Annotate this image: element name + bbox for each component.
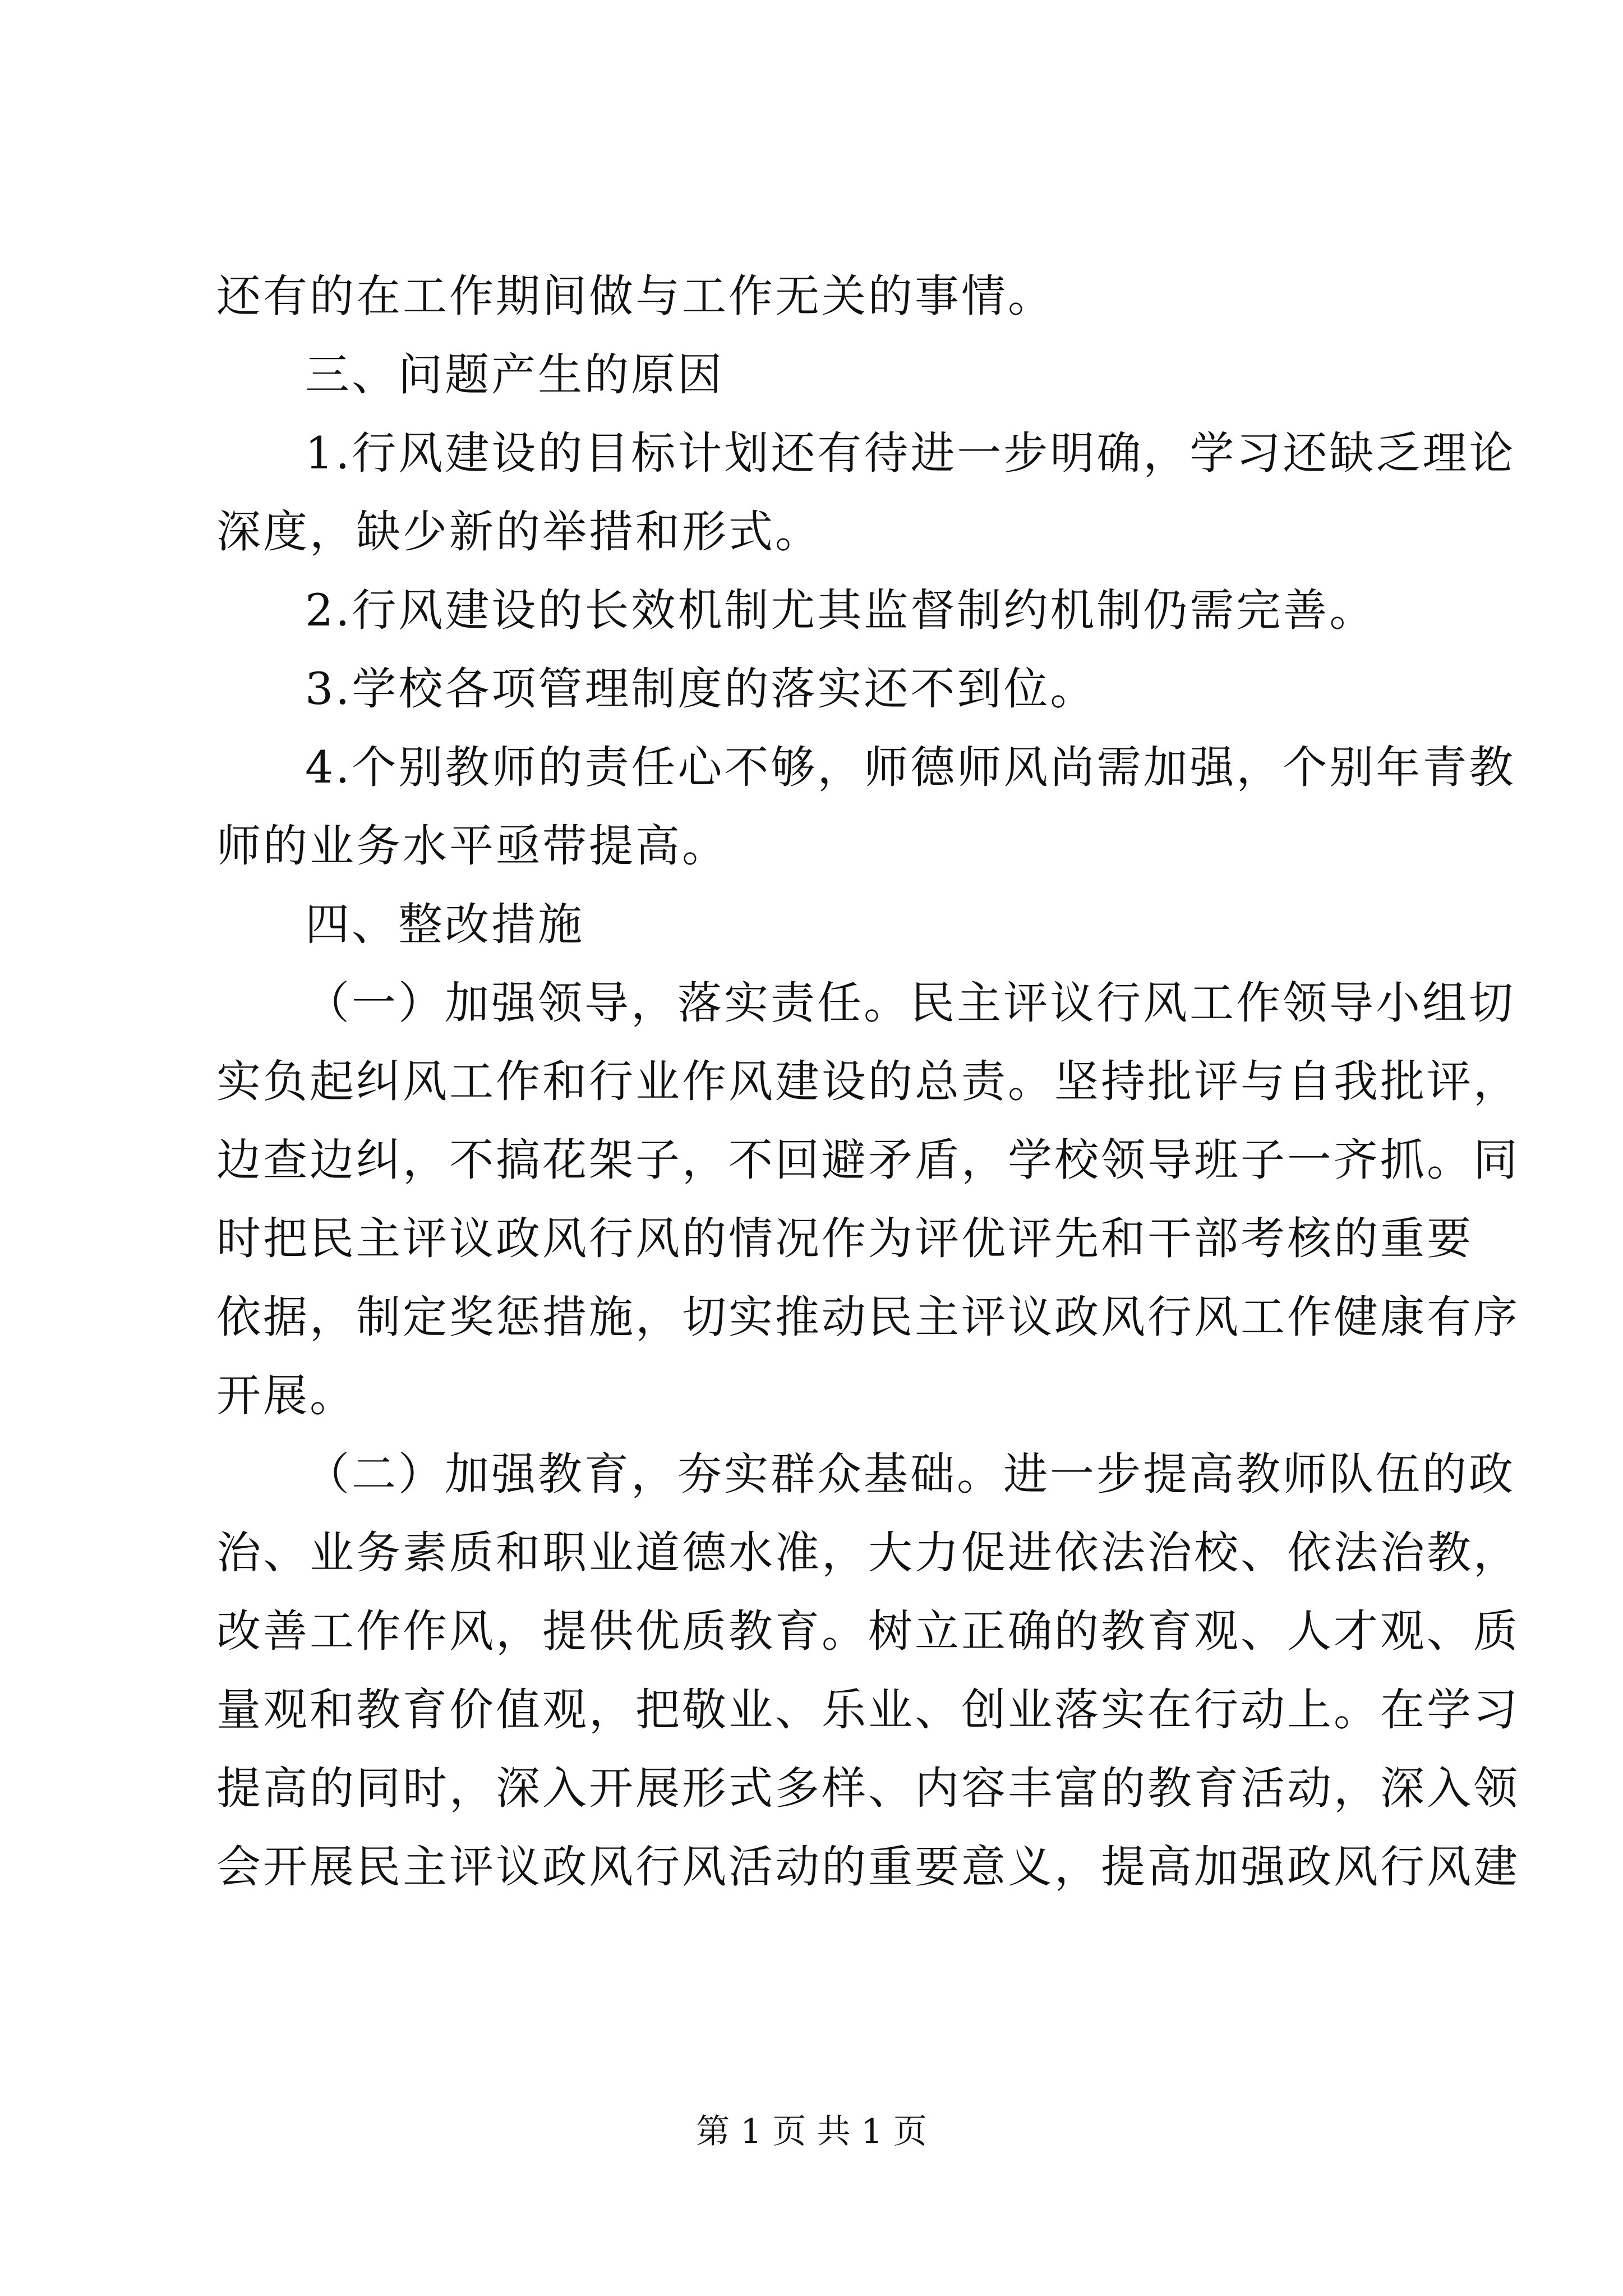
text-line: 3.学校各项管理制度的落实还不到位。 [305,663,1097,715]
page-footer: 第 1 页 共 1 页 [696,2112,927,2151]
text-line: （二）加强教育，夯实群众基础。进一步提高教师队伍的政 [305,1448,1515,1500]
text-line: 深度，缺少新的举措和形式。 [216,506,822,558]
text-line: 提高的同时，深入开展形式多样、内容丰富的教育活动，深入领 [216,1763,1520,1814]
text-line: 2.行风建设的长效机制尤其监督制约机制仍需完善。 [305,585,1376,636]
text-line: 会开展民主评议政风行风活动的重要意义，提高加强政风行风建 [216,1841,1520,1893]
text-line: 时把民主评议政风行风的情况作为评优评先和干部考核的重要 [216,1213,1473,1264]
text-line: 还有的在工作期间做与工作无关的事情。 [216,270,1054,322]
text-line: 改善工作作风，提供优质教育。树立正确的教育观、人才观、质 [216,1605,1520,1657]
text-line: 1.行风建设的目标计划还有待进一步明确，学习还缺乏理论 [305,427,1516,479]
text-line: 边查边纠，不搞花架子，不回避矛盾，学校领导班子一齐抓。同 [216,1134,1520,1186]
text-line: 师的业务水平亟带提高。 [216,820,728,872]
text-line: 量观和教育价值观，把敬业、乐业、创业落实在行动上。在学习 [216,1684,1520,1736]
section-heading: 三、问题产生的原因 [305,349,724,401]
text-line: 开展。 [216,1370,356,1421]
section-heading: 四、整改措施 [305,899,584,950]
text-line: （一）加强领导，落实责任。民主评议行风工作领导小组切 [305,977,1515,1029]
text-line: 实负起纠风工作和行业作风建设的总责。坚持批评与自我批评， [216,1056,1520,1107]
text-line: 4.个别教师的责任心不够，师德师风尚需加强，个别年青教 [305,742,1516,793]
document-body [216,257,1520,1906]
text-line: 治、业务素质和职业道德水准，大力促进依法治校、依法治教， [216,1527,1520,1579]
text-line: 依据，制定奖惩措施，切实推动民主评议政风行风工作健康有序 [216,1291,1520,1343]
